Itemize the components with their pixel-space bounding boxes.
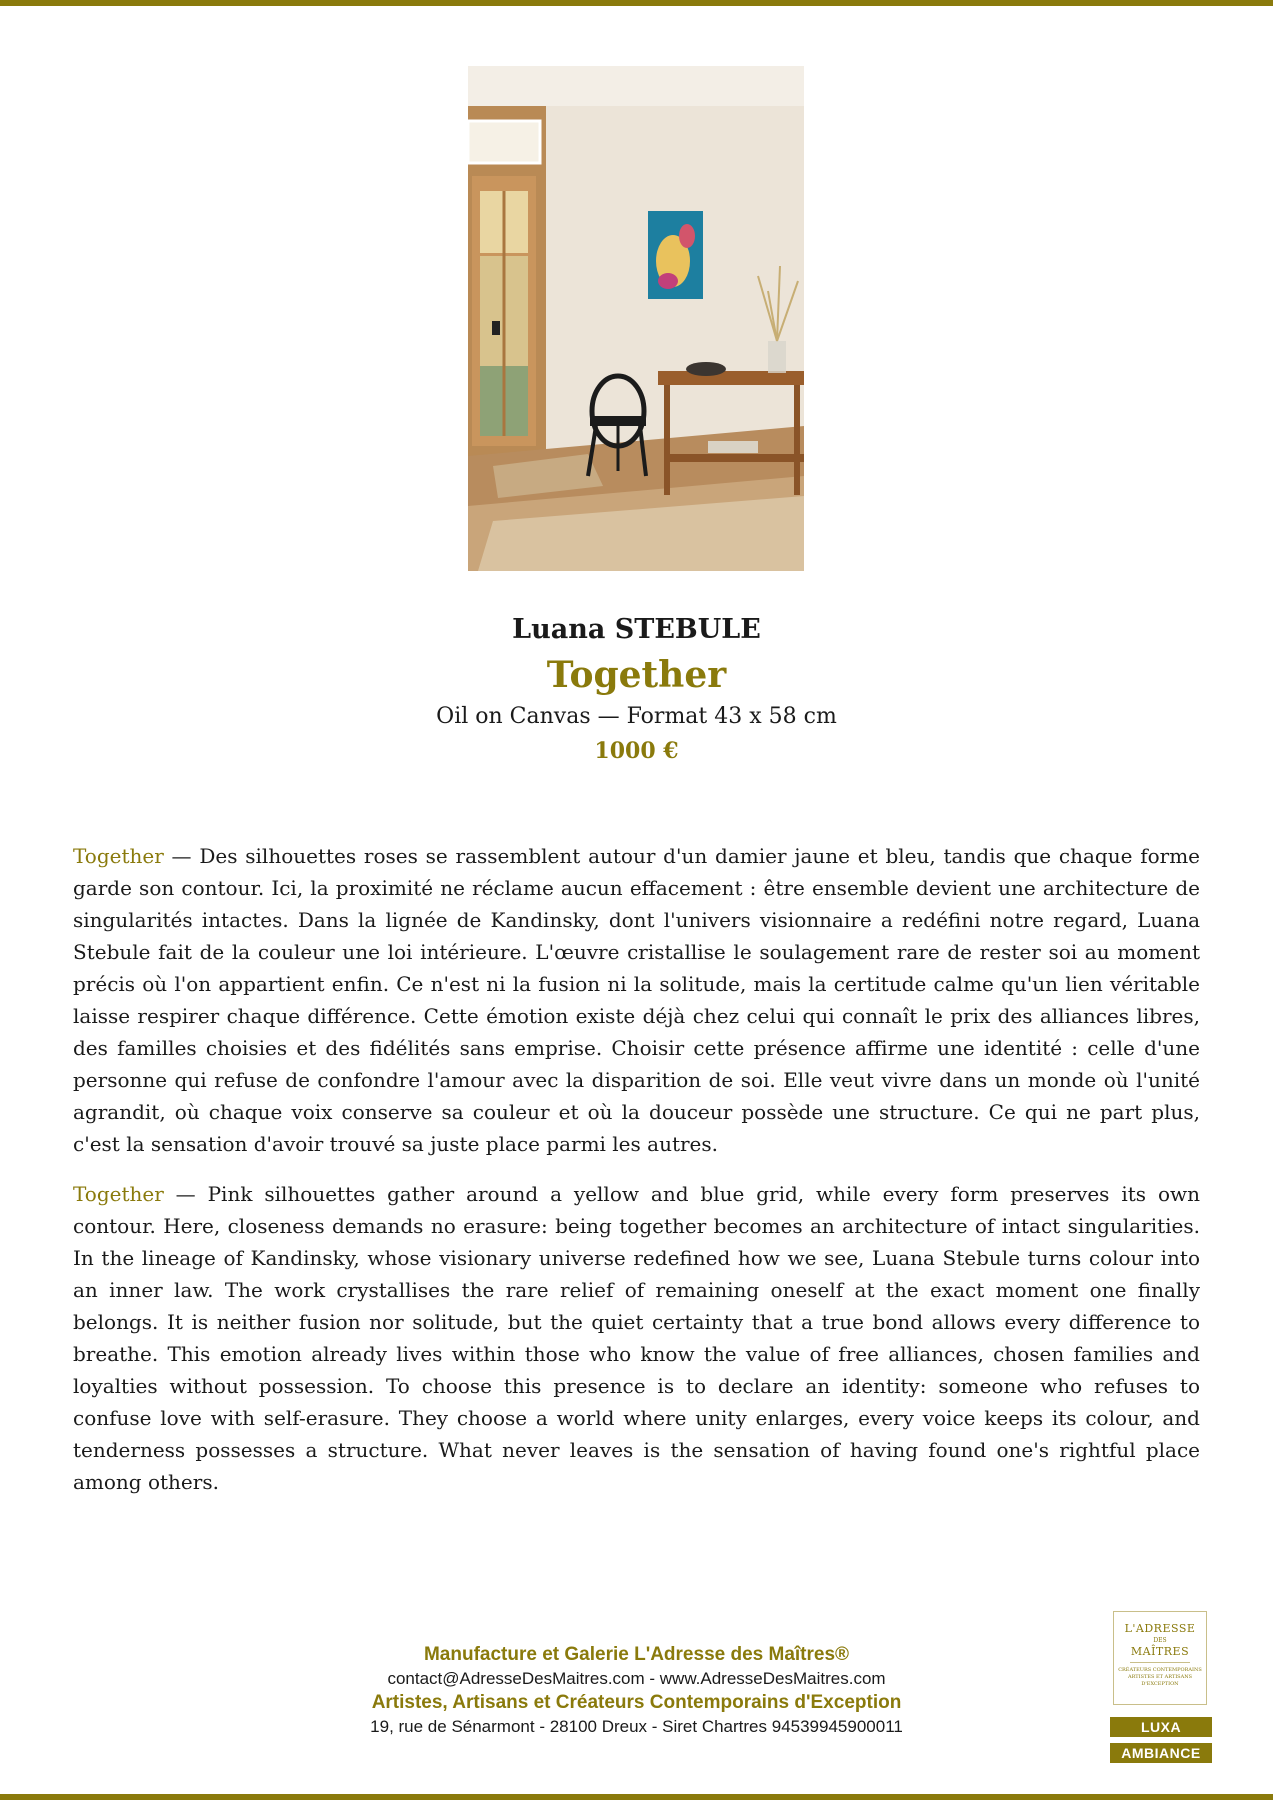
tag-luxa: LUXA xyxy=(1110,1717,1212,1737)
artwork-title: Together xyxy=(546,654,727,696)
logo-line2: DES xyxy=(1153,1637,1167,1644)
top-accent-bar xyxy=(0,0,1273,6)
logo-line1: L'ADRESSE xyxy=(1124,1622,1196,1635)
logo-line3: MAÎTRES xyxy=(1130,1645,1190,1658)
artwork-room-photo xyxy=(468,66,804,571)
description-english xyxy=(73,1178,1200,1498)
artwork-price: 1000 € xyxy=(594,738,679,764)
description-english-keyword: Together xyxy=(73,1182,164,1206)
description-french xyxy=(73,840,1200,1160)
gallery-logo xyxy=(1113,1611,1207,1705)
footer-address: 19, rue de Sénarmont - 28100 Dreux - Siret Chartres 94539945900011 xyxy=(370,1717,903,1736)
description-french-text: — Des silhouettes roses se rassemblent autour d'un damier jaune et bleu, tandis que chaque forme garde son contour. Ici, la proximité ne réclame aucun effacement : être ensemble devient une architecture de singularités intactes. Dans la lignée de Kandinsky, dont l'univers visionnaire a redéfini notre regard, Luana Stebule fait de la couleur une loi intérieure. L'œuvre cristallise le soulagement rare de rester soi au moment précis où l'on appartient enfin. Ce n'est ni la fusion ni la solitude, mais la certitude calme qu'un lien véritable laisse respirer chaque différence. Cette émotion existe déjà chez celui qui connaît le prix des alliances libres, des familles choisies et des fidélités sans emprise. Choisir cette présence affirme une identité : celle d'une personne qui refuse de confondre l'amour avec la disparition de soi. Elle veut vivre dans un monde où l'unité agrandit, où chaque voix conserve sa couleur et où la douceur possède une structure. Ce qui ne part plus, c'est la sensation d'avoir trouvé sa juste place parmi les autres. xyxy=(73,844,1200,1156)
footer xyxy=(0,1643,1273,1739)
description-french-keyword: Together xyxy=(73,844,164,868)
logo-tagline1: CRÉATEURS CONTEMPORAINS xyxy=(1118,1667,1202,1673)
footer-tagline: Artistes, Artisans et Créateurs Contemporains d'Exception xyxy=(371,1692,902,1713)
description-english-text: — Pink silhouettes gather around a yellow and blue grid, while every form preserves its own contour. Here, closeness demands no erasure: being together becomes an architecture of intact singularities. In the lineage of Kandinsky, whose visionary universe redefined how we see, Luana Stebule turns colour into an inner law. The work crystallises the rare relief of remaining oneself at the exact moment one finally belongs. It is neither fusion nor solitude, but the quiet certainty that a true bond allows every difference to breathe. This emotion already lives within those who know the value of free alliances, chosen families and loyalties without possession. To choose this presence is to declare an identity: someone who refuses to confuse love with self-erasure. They choose a world where unity enlarges, every voice keeps its colour, and tenderness possesses a structure. What never leaves is the sensation of having found one's rightful place among others. xyxy=(73,1182,1200,1494)
bottom-accent-bar xyxy=(0,1794,1273,1800)
tag-ambiance: AMBIANCE xyxy=(1110,1743,1212,1763)
logo-divider xyxy=(1130,1662,1190,1663)
footer-contact: contact@AdresseDesMaitres.com - www.AdresseDesMaitres.com xyxy=(387,1669,886,1688)
logo-tagline3: D'EXCEPTION xyxy=(1141,1681,1179,1687)
logo-tagline2: ARTISTES ET ARTISANS xyxy=(1127,1674,1193,1680)
artwork-medium-format: Oil on Canvas — Format 43 x 58 cm xyxy=(436,704,837,729)
artist-name: Luana STEBULE xyxy=(512,614,761,645)
footer-gallery-name: Manufacture et Galerie L'Adresse des Maîtres® xyxy=(423,1644,850,1665)
